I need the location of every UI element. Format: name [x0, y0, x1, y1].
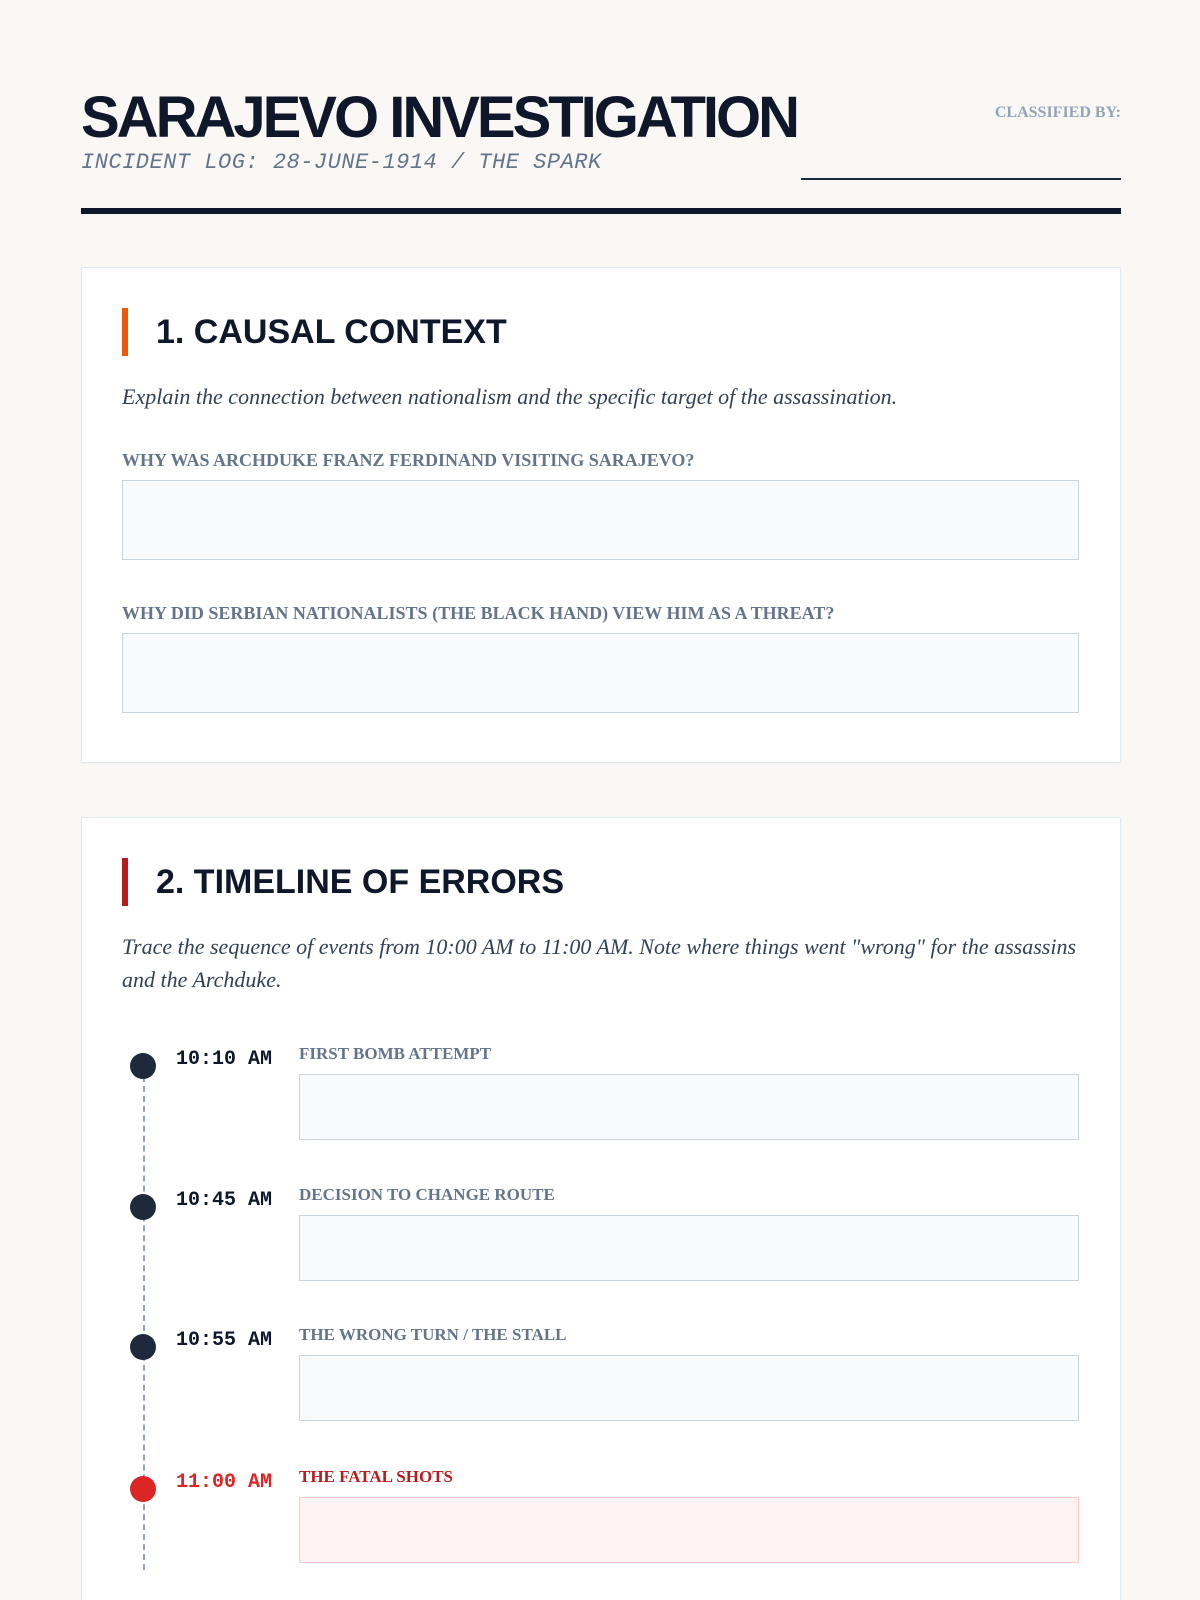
timeline-dot — [130, 1053, 156, 1079]
page-title: SARAJEVO INVESTIGATION — [81, 85, 798, 150]
event-field-fatal-shots[interactable] — [299, 1497, 1079, 1563]
event-time: 10:10 AM — [176, 1048, 273, 1071]
section-title: 1. CAUSAL CONTEXT — [156, 312, 507, 351]
section-heading — [122, 858, 564, 906]
section-description: Explain the connection between nationalism and the specific target of the assassination. — [122, 384, 898, 409]
question-label-threat: WHY DID SERBIAN NATIONALISTS (THE BLACK HAND) VIEW HIM AS A THREAT? — [122, 603, 835, 623]
page-subtitle: INCIDENT LOG: 28-JUNE-1914 / THE SPARK — [81, 150, 602, 175]
event-label-wrong-turn: THE WRONG TURN / THE STALL — [299, 1325, 567, 1344]
section-accent-bar — [122, 858, 128, 906]
section-title: 2. TIMELINE OF ERRORS — [156, 862, 565, 901]
classified-by-field[interactable] — [801, 178, 1121, 180]
causal-context-section — [81, 267, 1121, 763]
event-label-change-route: DECISION TO CHANGE ROUTE — [299, 1185, 555, 1204]
page-header — [81, 84, 1121, 214]
event-time: 10:55 AM — [176, 1329, 273, 1352]
header-divider — [81, 208, 1121, 214]
event-label-first-bomb: FIRST BOMB ATTEMPT — [299, 1044, 492, 1063]
timeline-dot — [130, 1194, 156, 1220]
answer-field-visit[interactable] — [122, 480, 1079, 560]
event-label-fatal-shots: THE FATAL SHOTS — [299, 1467, 453, 1486]
timeline-dot-fatal — [130, 1476, 156, 1502]
timeline-dot — [130, 1334, 156, 1360]
section-accent-bar — [122, 308, 128, 356]
answer-field-threat[interactable] — [122, 633, 1079, 713]
event-field-first-bomb[interactable] — [299, 1074, 1079, 1140]
event-time-fatal: 11:00 AM — [176, 1471, 273, 1494]
classified-by-label: CLASSIFIED BY: — [994, 104, 1121, 121]
event-field-change-route[interactable] — [299, 1215, 1079, 1281]
section-heading — [122, 308, 507, 356]
timeline-section — [81, 817, 1121, 1600]
event-time: 10:45 AM — [176, 1189, 273, 1212]
event-field-wrong-turn[interactable] — [299, 1355, 1079, 1421]
section-description: Trace the sequence of events from 10:00 AM to 11:00 AM. Note where things went "wrong" for the assassins and the Archduke. — [122, 934, 1077, 992]
question-label-visit: WHY WAS ARCHDUKE FRANZ FERDINAND VISITING SARAJEVO? — [122, 450, 695, 470]
